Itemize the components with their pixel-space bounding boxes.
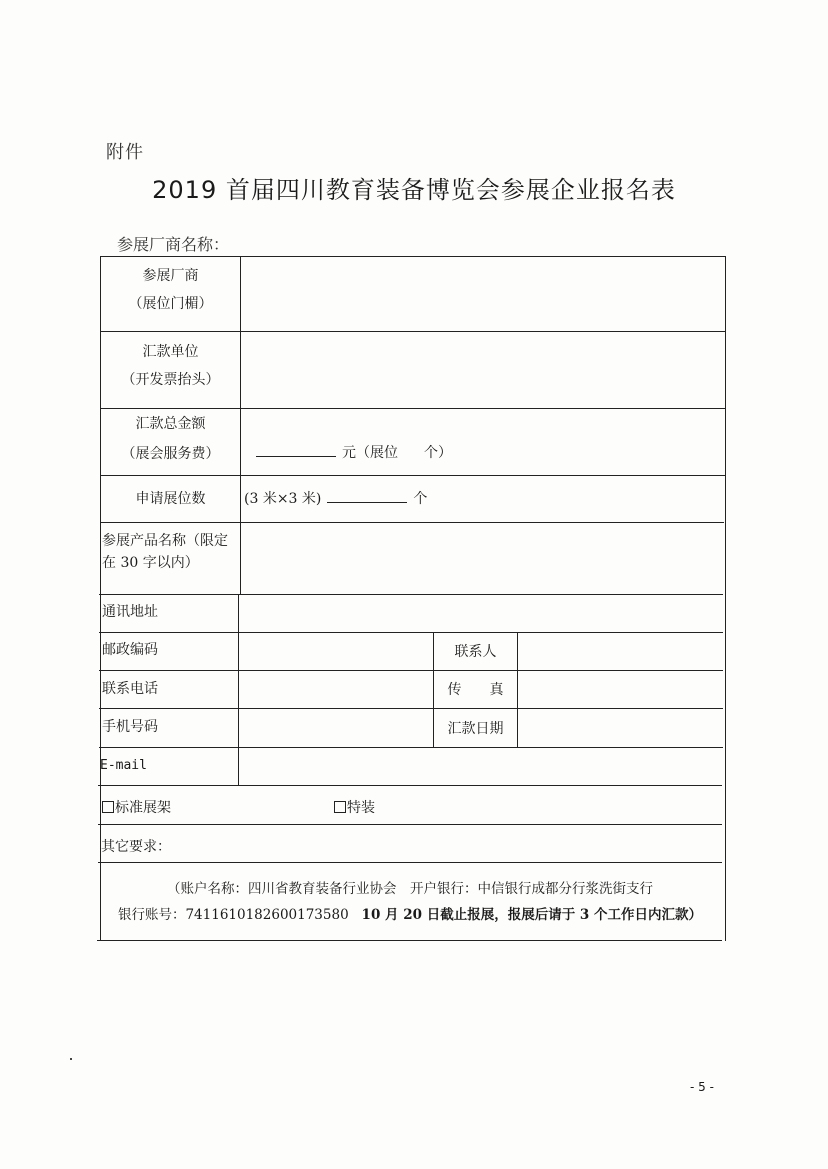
special-booth-option[interactable] [334,797,375,819]
payer-field[interactable] [241,332,725,408]
fax-field[interactable] [518,671,725,708]
page-number: - 5 - [690,1080,714,1094]
amount-label [101,413,240,465]
other-requirements-label: 其它要求： [101,839,171,855]
exhibitor-field[interactable] [241,257,725,331]
standard-booth-label: 标准展架 [115,800,171,816]
payer-sub-text: （开发票抬头） [121,372,220,388]
vendor-name-label: 参展厂商名称： [117,235,230,254]
amount-blank[interactable] [256,442,336,457]
amount-label-text: 汇款总金额 [135,416,206,432]
phone-field[interactable] [239,671,433,708]
address-label: 通讯地址 [102,604,158,620]
email-field[interactable] [239,748,725,785]
booth-unit: 个 [413,491,428,507]
amount-field[interactable] [256,442,452,464]
fax-label: 传 真 [447,682,504,698]
email-label: E-mail [100,758,147,773]
standard-booth-option[interactable] [102,797,171,819]
amount-booth-unit: 个） [424,445,452,461]
row-divider [98,824,722,825]
amount-unit: 元（展位 [342,445,398,461]
checkbox-icon[interactable] [334,801,346,813]
bank-account: 银行账号：741161018260017358​0 [117,907,349,923]
row-divider [98,785,722,786]
attachment-label: 附件 [106,142,144,163]
page-title: 2019 首届四川教育装备博览会参展企业报名表 [152,176,676,204]
mobile-field[interactable] [239,709,433,747]
postcode-label: 邮政编码 [102,642,158,658]
exhibitor-label [101,265,240,315]
postcode-field[interactable] [239,633,433,670]
payer-label-text: 汇款单位 [142,344,199,360]
exhibitor-label-text: 参展厂商 [142,268,199,284]
payer-label [101,341,240,391]
booth-size: (3 米×3 米) [244,491,322,507]
pay-date-field[interactable] [518,709,725,747]
mobile-label: 手机号码 [102,719,158,735]
table-border-right [725,256,726,941]
address-field[interactable] [239,595,725,632]
booth-blank[interactable] [327,488,407,503]
payment-note [98,876,722,928]
row-divider [100,475,725,476]
row-divider [101,408,726,409]
products-label: 参展产品名称（限定在 30 字以内） [102,533,228,571]
booth-field[interactable] [244,488,427,510]
contact-label: 联系人 [454,644,497,660]
amount-sub-text: （展会服务费） [121,446,220,462]
deadline-note: 10 月 20 日截止报展，报展后请于 3 个工作日内汇款） [361,907,703,923]
checkbox-icon[interactable] [102,801,114,813]
payment-note-line2 [98,902,722,928]
special-booth-label: 特装 [347,800,375,816]
pay-date-label: 汇款日期 [447,721,504,737]
row-divider [98,862,722,863]
products-field[interactable] [241,523,725,594]
exhibitor-sub-text: （展位门楣） [128,296,213,312]
payment-note-line1: （账户名称：四川省教育装备行业协会 开户银行：中信银行成都分行浆洗街支行 [167,881,653,897]
phone-label: 联系电话 [102,681,158,697]
booth-label: 申请展位数 [135,491,206,507]
contact-field[interactable] [518,633,725,670]
row-divider [97,940,722,941]
scan-speck [70,1058,72,1060]
